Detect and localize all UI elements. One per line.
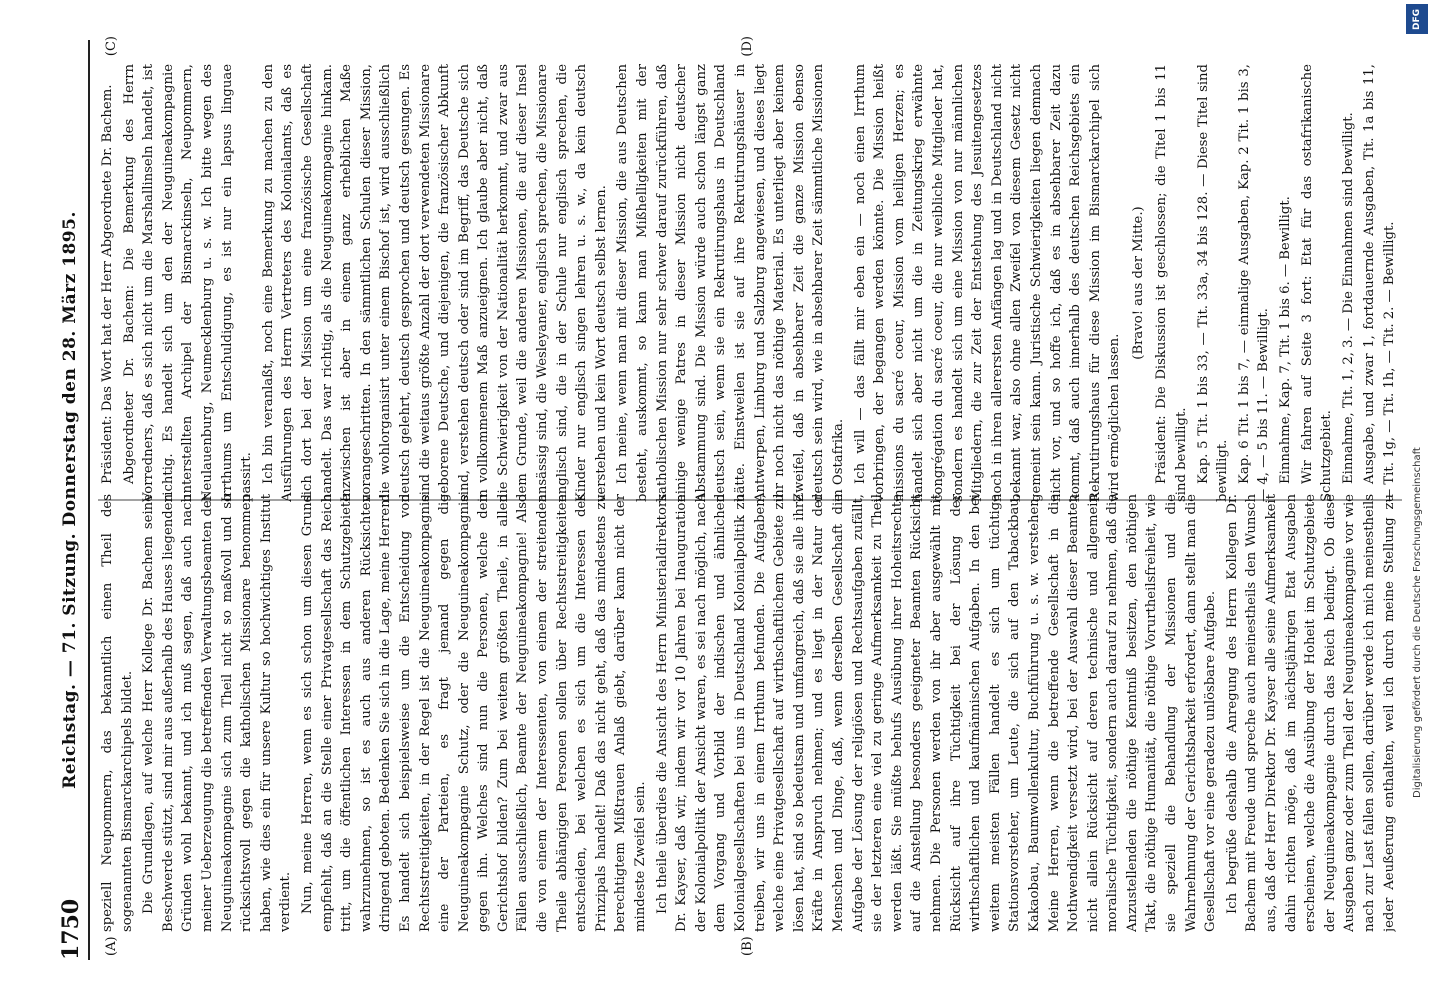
paragraph: Die Grundlagen, auf welche Herr Kollege Dr. Bachem seine Beschwerde stützt, sind mir aus außerhalb des Hauses liegenden Gründen wohl bekannt, und ich muß sagen, daß auch nach meiner Ueberzeugung die betreffenden Verwaltungsbeamten der Neuguineakompagnie sich zum Theil nicht so maßvoll und so rücksichtsvoll gegen die katholischen Missionare benommen haben, wie dies ein für unsere Kultur so hochwichtiges Institut verdient.: [141, 494, 294, 932]
paragraph: Ich bin veranlaßt, noch eine Bemerkung zu machen zu den Ausführungen des Herrn Vertreters des Kolonialamts, daß es sich dort bei der Mission um eine französische Gesellschaft handelt. Das war richtig, als die Neuguineakompagnie hinkam. Inzwischen ist aber in einem ganz erheblichen Maße vorangeschritten. In den sämmtlichen Schulen dieser Mission, die wohlorganisirt unter einem Bischof ist, wird ausschließlich deutsch gelehrt, deutsch gesprochen und deutsch gesungen. Es sind die weitaus größte Anzahl der dort verwendeten Missionare geborene Deutsche, und diejenigen, die französischer Abkunft sind, verstehen deutsch oder sind im Begriff, das Deutsche sich in vollkommenem Maß anzueignen. Ich glaube aber nicht, daß die Schwierigkeit von der Nationalität herkommt, und zwar aus dem Grunde, weil die anderen Missionen, die auf dieser Insel ansässig sind, die Wesleyaner, englisch sprechen, die Missionare englisch sind, die in der Schule nur englisch sprechen, die Kinder nur englisch singen lehren u. s. w., da kein deutsch verstehen und kein Wort deutsch selbst lernen.: [260, 64, 609, 502]
paragraph: Ich meine, wenn man mit dieser Mission, die aus Deutschen besteht, auskommt, so kann man Mißhelligkeiten mit der katholischen Mission nur sehr schwer darauf zurückführen, daß einige wenige Patres in dieser Mission nicht deutscher Abstammung sind. Die Mission würde auch schon längst ganz deutsch sein, wenn sie ein Rekrutirungshaus in Deutschland hätte. Einstweilen ist sie auf ihre Rekrutirungshäuser in Antwerpen, Limburg und Salzburg angewiesen, und dieses liegt ihr noch nicht das nöthige Material. Es unterliegt aber keinem Zweifel, daß in absehbarer Zeit die ganze Mission ebenso deutsch sein wird, wie in absehbarer Zeit sämmtliche Missionen in Ostafrika.: [615, 64, 846, 502]
watermark-text: Digitalisierung gefördert durch die Deutsche Forschungsgemeinschaft: [1412, 447, 1423, 798]
paragraph: Einnahme, Tit. 1, 2, 3. — Die Einnahmen sind bewilligt.: [1340, 112, 1356, 484]
margin-mark-c: (C): [104, 36, 119, 57]
paragraph: Präsident: Die Diskussion ist geschlossen; die Titel 1 bis 11 sind bewilligt.: [1154, 64, 1190, 502]
left-column: [98, 494, 1402, 932]
paragraph: Einnahme, Kap. 7, Tit. 1 bis 6. — Bewilligt.: [1278, 196, 1294, 484]
paragraph: Präsident: Das Wort hat der Herr Abgeordnete Dr. Bachem.: [100, 84, 115, 484]
page-title: Reichstag. — 71. Sitzung. Donnerstag den 28. März 1895.: [60, 211, 80, 789]
margin-mark-b: (B): [740, 936, 755, 956]
right-column: [98, 64, 1402, 502]
paragraph: Ich theile überdies die Ansicht des Herrn Ministerialdirektors Dr. Kayser, daß wir, indem wir vor 10 Jahren bei Inauguration der Kolonialpolitik der Ansicht waren, es sei nach möglich, nach dem Vorgang und Vorbild der indischen und ähnlichen Kolonialgesellschaften bei uns in Deutschland Kolonialpolitik zu treiben, wir uns in einem Irrthum befunden. Die Aufgaben, welche eine Privatgesellschaft auf wirthschaftlichem Gebiete zu lösen hat, sind so bedeutsam und umfangreich, daß sie alle ihre Kräfte in Anspruch nehmen; und es liegt in der Natur der Menschen und Dinge, daß, wenn derselben Gesellschaft die Aufgabe der Lösung der religiösen und Rechtsaufgaben zufällt, sie der letzteren eine viel zu geringe Aufmerksamkeit zu Theil werden läßt. Sie müßte behufs Ausübung ihrer Hoheitsrechte auf die Anstellung besonders geeigneter Beamten Rücksicht nehmen. Die Personen werden von ihr aber ausgewählt mit Rücksicht auf ihre Tüchtigkeit bei der Lösung der wirthschaftlichen und kaufmännischen Aufgaben. In den bei weitem meisten Fällen handelt es sich um tüchtige Stationsvorsteher, um Leute, die sich auf den Tabackbau, Kakaobau, Baumwollenkultur, Buchführung u. s. w. verstehen. Meine Herren, wenn die betreffende Gesellschaft in die Nothwendigkeit versetzt wird, bei der Auswahl dieser Beamten nicht allein Rücksicht auf deren technische und allgemein moralische Tüchtigkeit, sondern auch darauf zu nehmen, daß die Anzustellenden die nöthige Kenntniß besitzen, den nöthigen Takt, die nöthige Humanität, die nöthige Vorurtheilsfreiheit, wie sie speziell die Behandlung der Missionen und die Wahrnehmung der Gerichtsbarkeit erfordert, dann stellt man die Gesellschaft vor eine geradezu unlösbare Aufgabe.: [654, 494, 1219, 932]
paragraph: Ausgabe, und zwar 1, fortdauernde Ausgaben, Tit. 1a bis 11, — Tit. 1g, — Tit. 1h, — Tit. 2. — Bewilligt.: [1362, 64, 1397, 502]
page-header: [52, 40, 90, 960]
paragraph: Abgeordneter Dr. Bachem: Die Bemerkung des Herrn Vorredners, daß es sich nicht um die Marshallinseln handelt, ist richtig. Es handelt sich um den der Neuguineakompagnie unterstellten Archipel der Bismarckinseln, Neupommern, Neulauenburg, Neumecklenburg u. s. w. Ich bitte wegen des Irrthums um Entschuldigung, es ist nur ein lapsus linguae passirt.: [121, 64, 255, 502]
paragraph: Nun, meine Herren, wenn es sich schon um diesen Grund empfiehlt, daß an die Stelle einer Privatgesellschaft das Reich tritt, um die öffentlichen Interessen in dem Schutzgebiete wahrzunehmen, so ist es auch aus anderen Rücksichten dringend geboten. Bedenken Sie sich in die Lage, meine Herren! Es handelt sich beispielsweise um die Entscheidung von Rechtsstreitigkeiten, in der Regel ist die Neuguineakompagnie eine der Parteien, es fragt jemand gegen die Neuguineakompagnie Schutz, oder die Neuguineakompagnie gegen ihn. Welches sind nun die Personen, welche den Gerichtshof bilden? Zum bei weitem größten Theile, in allen Fällen ausschließlich, Beamte der Neuguineakompagnie! Also die von einem der Interessenten, von einem der streitenden Theile abhängigen Personen sollen über Rechtsstreitigkeiten entscheiden, bei welchen es sich um die Interessen des Prinzipals handelt! Daß das nicht geht, daß das mindestens zu berechtigtem Mißtrauen Anlaß giebt, darüber kann nicht der mindeste Zweifel sein.: [299, 494, 649, 932]
paragraph: Wir fahren auf Seite 3 fort: Etat für das ostafrikanische Schutzgebiet.: [1299, 64, 1335, 502]
text-columns: [98, 36, 1402, 960]
dfg-logo-icon: DFG: [1406, 4, 1428, 34]
page-number: 1750: [58, 898, 84, 960]
paragraph: Ich will — das fällt mir eben ein — noch einen Irrthum vorbringen, der begangen werden könnte. Die Mission heißt missions du sacré coeur, Mission vom heiligen Herzen; es handelt sich aber nicht um die in Zeitungskrieg erwähnte congrégation du sacré coeur, die nur weibliche Mitglieder hat, sondern es handelt sich um eine Mission von nur männlichen Mitgliedern, die zur Zeit der Entstehung des Jesuitengesetzes noch in ihren allerersten Anfängen lag und in Deutschland nicht bekannt war, also ohne allen Zweifel von diesem Gesetz nicht gemeint sein kann. Juristische Schwierigkeiten liegen demnach nicht vor, und so hoffe ich, daß es in absehbarer Zeit dazu kommt, daß auch innerhalb des deutschen Reichsgebiets ein Rekrutirungshaus für diese Mission im Bismarckarchipel sich wird ermöglichen lassen.: [852, 64, 1123, 502]
margin-mark-d: (D): [740, 36, 755, 57]
paragraph: speziell Neupommern, das bekanntlich einen Theil des sogenannten Bismarckarchipels bildet.: [100, 494, 135, 932]
funding-watermark: [1406, 0, 1430, 1000]
paragraph: Ich begrüße deshalb die Anregung des Herrn Kollegen Dr. Bachem mit Freude und spreche auch meinestheils den Wunsch aus, daß der Herr Direktor Dr. Kayser alle seine Aufmerksamkeit dahin richten möge, daß im nächstjährigen Etat Ausgaben erscheinen, welche die Ausübung der Hoheit im Schutzgebiete der Neuguineakompagnie durch das Reich bedingt. Ob diese Ausgaben ganz oder zum Theil der Neuguineakompagnie vor wie nach zur Last fallen sollen, darüber werde ich mich meinestheils jeder Aeußerung enthalten, weil ich durch meine Stellung zu: [1224, 494, 1397, 932]
paragraph: Kap. 6 Tit. 1 bis 7, — einmalige Ausgaben, Kap. 2 Tit. 1 bis 3, — 4, — 5 bis 11. — Bewilligt.: [1236, 64, 1272, 502]
paragraph: Kap. 5 Tit. 1 bis 33, — Tit. 33a, 34 bis 128. — Diese Titel sind bewilligt.: [1195, 64, 1231, 502]
applause-note: (Bravo! aus der Mitte.): [1130, 206, 1146, 360]
margin-mark-a: (A): [104, 936, 119, 956]
